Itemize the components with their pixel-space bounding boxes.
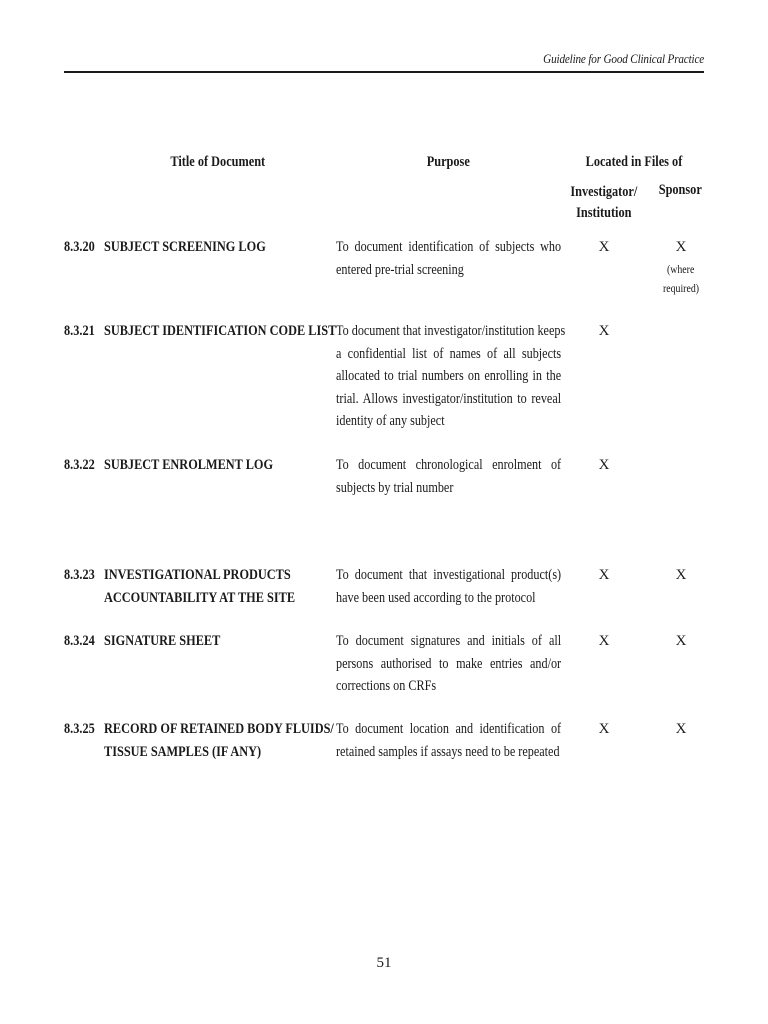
column-header-sponsor: Sponsor	[658, 182, 702, 198]
document-title: INVESTIGATIONAL PRODUCTS ACCOUNTABILITY AT THE SITE	[104, 567, 296, 606]
running-header: Guideline for Good Clinical Practice	[543, 51, 704, 66]
investigator-mark: X	[598, 323, 610, 339]
document-purpose: To document location and identification of retained samples if assays need to be repeated	[336, 721, 562, 760]
document-title: SUBJECT ENROLMENT LOG	[104, 457, 274, 473]
section-number: 8.3.20	[64, 239, 95, 255]
document-title: SIGNATURE SHEET	[104, 633, 221, 649]
header-rule	[64, 71, 704, 73]
sponsor-mark: X	[675, 239, 687, 255]
section-number: 8.3.22	[64, 457, 95, 473]
sponsor-mark: X	[675, 567, 687, 583]
column-header-investigator: Investigator/ Institution	[570, 184, 638, 221]
sponsor-mark: X	[675, 721, 687, 737]
document-purpose: To document identification of subjects who entered pre-trial screening	[336, 239, 562, 278]
document-purpose: To document that investigator/institution keeps a confidential list of names of all subjects allocated to trial numbers on enrolling in the trial. Allows investigator/institution to reveal identity of any subject	[336, 323, 566, 429]
document-title: SUBJECT IDENTIFICATION CODE LIST	[104, 323, 337, 339]
document-purpose: To document that investigational product(s) have been used according to the protocol	[336, 567, 562, 606]
column-header-purpose: Purpose	[426, 154, 470, 170]
investigator-mark: X	[598, 457, 610, 473]
document-title: RECORD OF RETAINED BODY FLUIDS/ TISSUE SAMPLES (IF ANY)	[104, 721, 334, 760]
column-header-located-in-files: Located in Files of	[585, 154, 683, 170]
page-number: 51	[376, 955, 392, 971]
sponsor-mark: X	[675, 633, 687, 649]
section-number: 8.3.23	[64, 567, 95, 583]
investigator-mark: X	[598, 633, 610, 649]
investigator-mark: X	[598, 567, 610, 583]
investigator-mark: X	[598, 239, 610, 255]
document-purpose: To document chronological enrolment of subjects by trial number	[336, 457, 562, 496]
investigator-mark: X	[598, 721, 610, 737]
sponsor-note: (where required)	[662, 262, 700, 295]
document-purpose: To document signatures and initials of all persons authorised to make entries and/or corrections on CRFs	[336, 633, 562, 694]
section-number: 8.3.21	[64, 323, 95, 339]
section-number: 8.3.24	[64, 633, 95, 649]
column-header-title: Title of Document	[170, 154, 266, 170]
document-title: SUBJECT SCREENING LOG	[104, 239, 266, 255]
section-number: 8.3.25	[64, 721, 95, 737]
